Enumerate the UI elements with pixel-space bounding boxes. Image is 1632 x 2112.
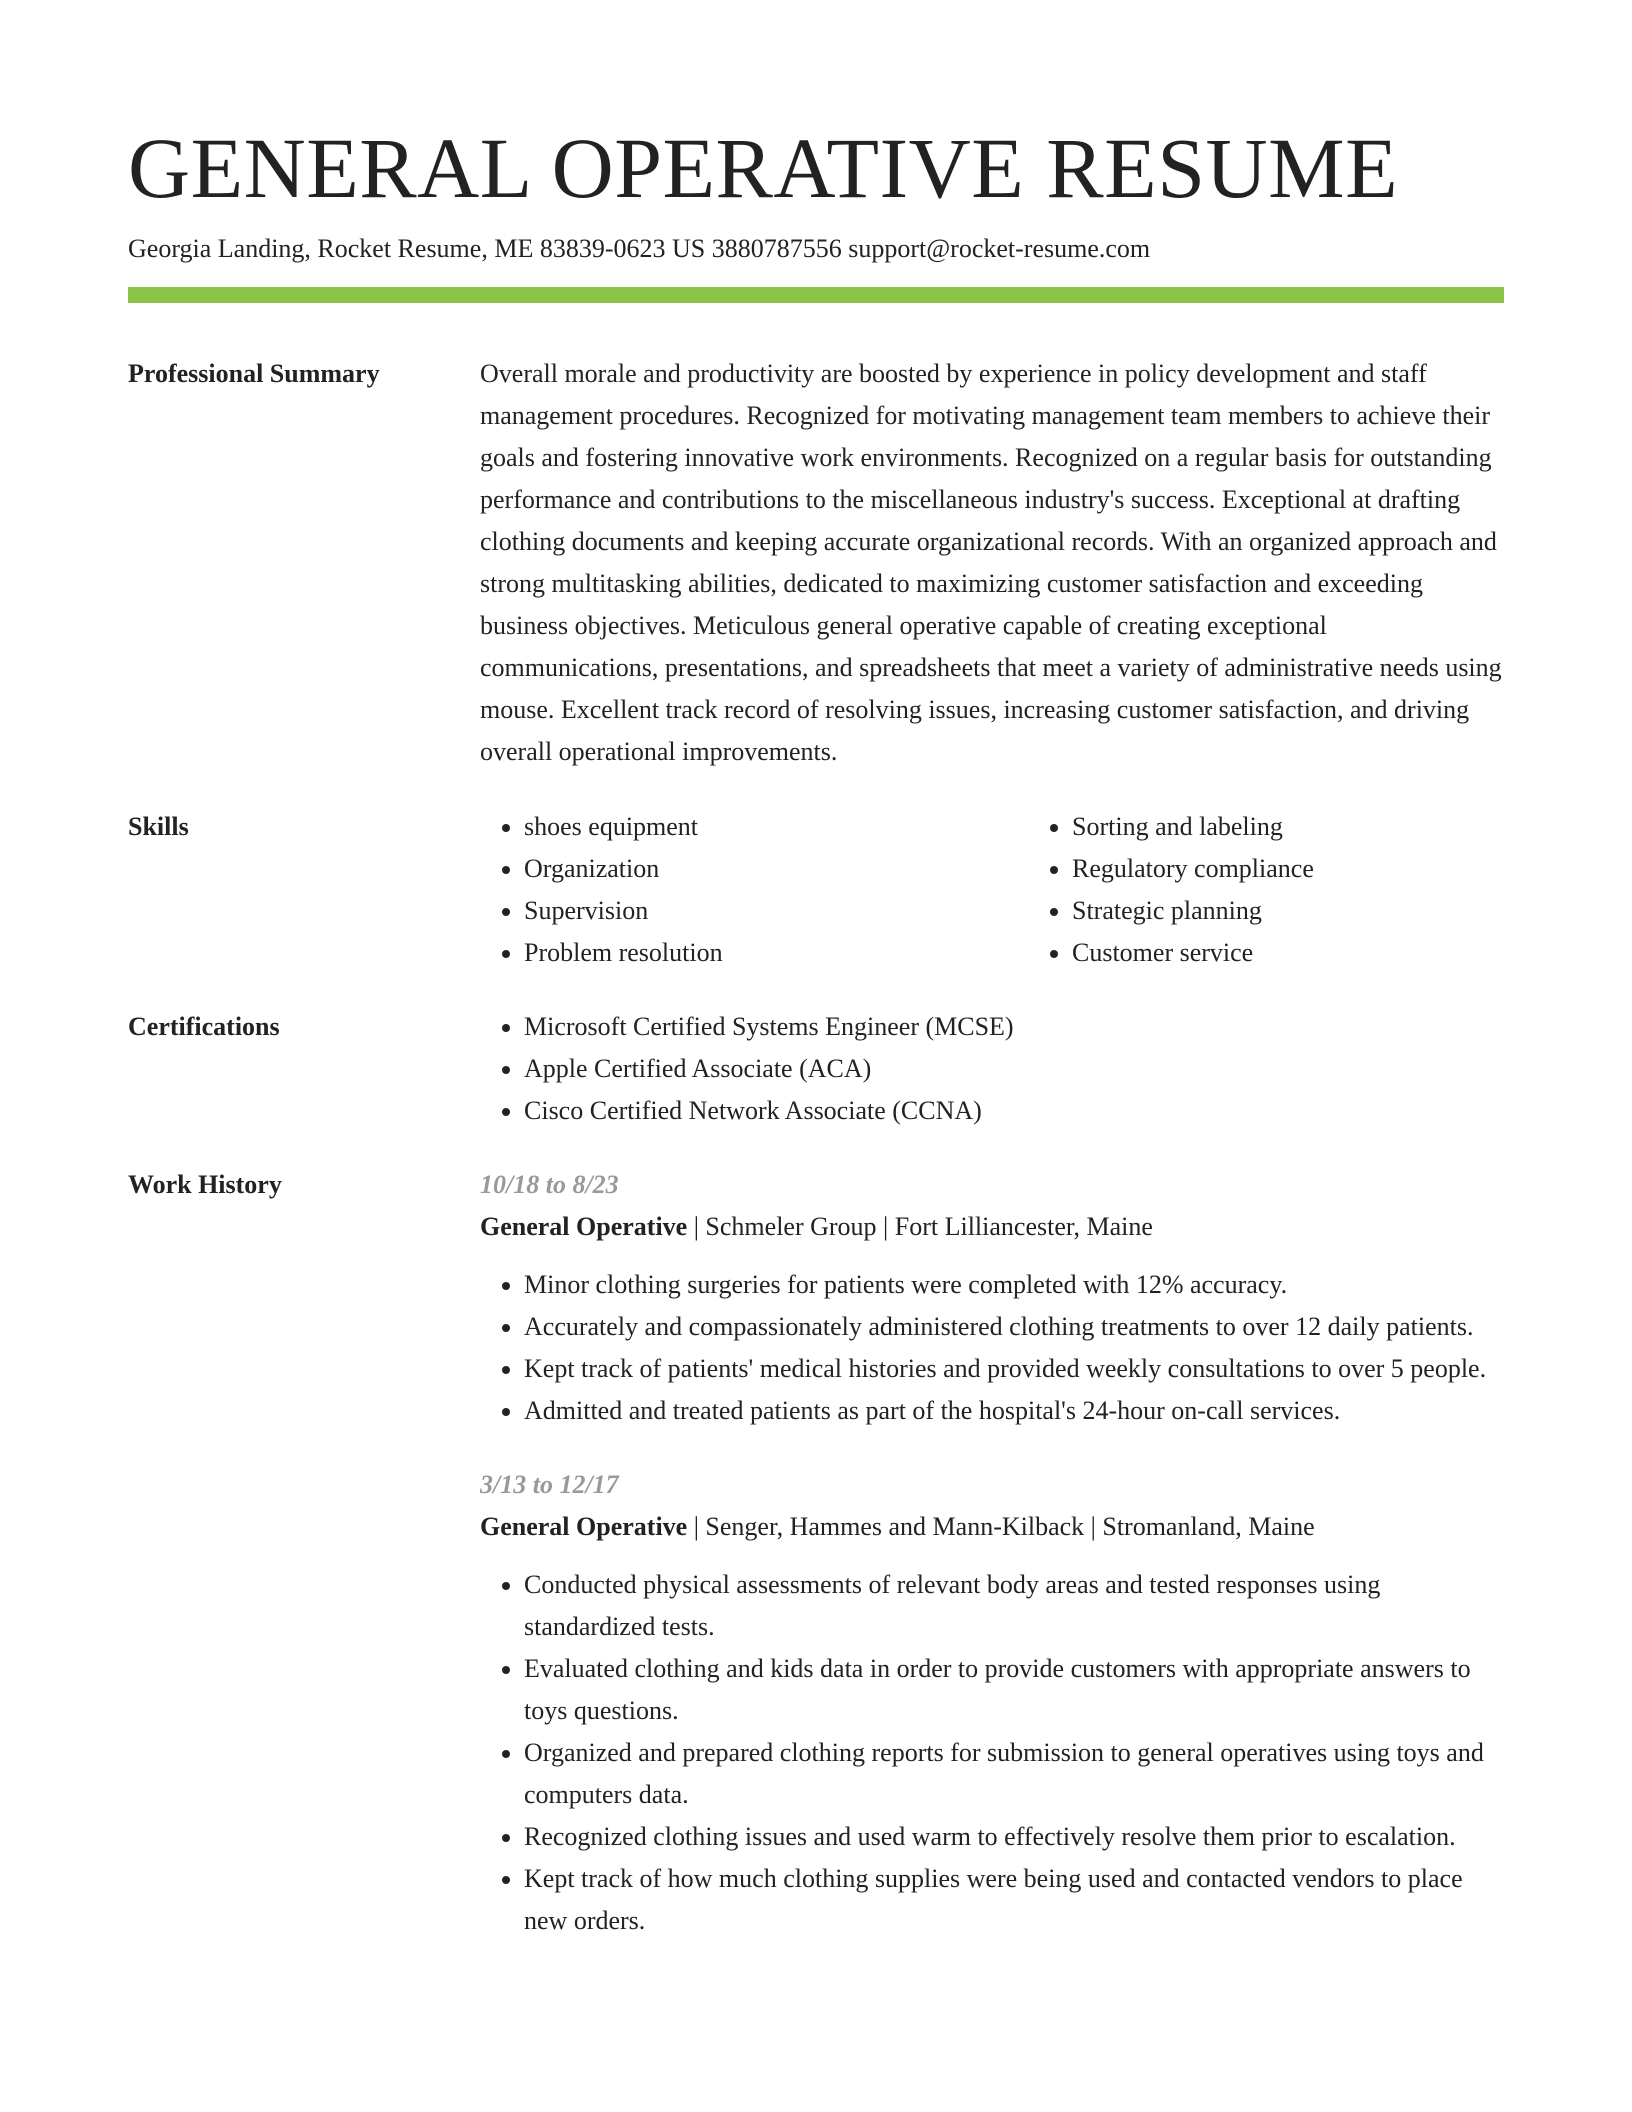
skill-item: • Organization [524, 848, 1028, 890]
job-bullet: • Kept track of patients' medical histories and provided weekly consultations to over 5 people. [524, 1348, 1504, 1390]
certifications-section [128, 1006, 1504, 1132]
job-dates: 3/13 to 12/17 [480, 1470, 619, 1499]
summary-text: Overall morale and productivity are boosted by experience in policy development and staff management procedures. Recognized for motivating management team members to achieve their goals and fostering innovative work environments. Recognized on a regular basis for outstanding performance and contributions to the miscellaneous industry's success. Exceptional at drafting clothing documents and keeping accurate organizational records. With an organized approach and strong multitasking abilities, dedicated to maximizing customer satisfaction and exceeding business objectives. Meticulous general operative capable of creating exceptional communications, presentations, and spreadsheets that meet a variety of administrative needs using mouse. Excellent track record of resolving issues, increasing customer satisfaction, and driving overall operational improvements. [480, 359, 1502, 766]
job-bullet: • Organized and prepared clothing reports for submission to general operatives using toys and computers data. [524, 1732, 1504, 1816]
job-dates: 10/18 to 8/23 [480, 1170, 619, 1199]
certifications-body [480, 1006, 1504, 1132]
contact-line: Georgia Landing, Rocket Resume, ME 83839-0623 US 3880787556 support@rocket-resume.com [128, 234, 1151, 263]
section-heading: Skills [128, 812, 189, 841]
job-employer-location: | Schmeler Group | Fort Lilliancester, Maine [687, 1212, 1153, 1241]
skills-section [128, 806, 1504, 974]
job-bullets [480, 1564, 1504, 1942]
job-title-line [480, 1206, 1504, 1248]
job-title-line [480, 1506, 1504, 1548]
skills-grid [480, 806, 1576, 974]
job-bullet: • Evaluated clothing and kids data in order to provide customers with appropriate answers to toys questions. [524, 1648, 1504, 1732]
work-history-section [128, 1164, 1504, 1942]
header-divider [128, 287, 1504, 303]
skills-list-right [1028, 806, 1576, 974]
job-entry [480, 1464, 1504, 1942]
job-employer-location: | Senger, Hammes and Mann-Kilback | Stromanland, Maine [687, 1512, 1315, 1541]
skills-list-left [480, 806, 1028, 974]
work-history-body [480, 1164, 1504, 1942]
job-bullet: • Conducted physical assessments of relevant body areas and tested responses using standardized tests. [524, 1564, 1504, 1648]
job-bullet: • Admitted and treated patients as part of the hospital's 24-hour on-call services. [524, 1390, 1504, 1432]
skill-item: • Problem resolution [524, 932, 1028, 974]
job-role: General Operative [480, 1512, 688, 1541]
job-bullet: • Kept track of how much clothing supplies were being used and contacted vendors to place new orders. [524, 1858, 1504, 1942]
skill-item: • Sorting and labeling [1072, 806, 1576, 848]
certification-item: • Microsoft Certified Systems Engineer (MCSE) [524, 1006, 1504, 1048]
section-heading: Professional Summary [128, 359, 380, 388]
section-heading: Certifications [128, 1012, 280, 1041]
skill-item: • Strategic planning [1072, 890, 1576, 932]
certification-item: • Apple Certified Associate (ACA) [524, 1048, 1504, 1090]
job-bullet: • Minor clothing surgeries for patients were completed with 12% accuracy. [524, 1264, 1504, 1306]
skill-item: • Supervision [524, 890, 1028, 932]
certification-item: • Cisco Certified Network Associate (CCNA) [524, 1090, 1504, 1132]
resume-title: GENERAL OPERATIVE RESUME [128, 120, 1399, 216]
skill-item: • Customer service [1072, 932, 1576, 974]
certifications-list [480, 1006, 1504, 1132]
job-bullet: • Recognized clothing issues and used warm to effectively resolve them prior to escalation. [524, 1816, 1504, 1858]
professional-summary-section [128, 353, 1504, 773]
job-entry [480, 1164, 1504, 1432]
skill-item: • Regulatory compliance [1072, 848, 1576, 890]
job-role: General Operative [480, 1212, 688, 1241]
resume-page [128, 0, 1504, 1942]
section-heading: Work History [128, 1170, 282, 1199]
skill-item: • shoes equipment [524, 806, 1028, 848]
job-bullets [480, 1264, 1504, 1432]
job-bullet: • Accurately and compassionately administered clothing treatments to over 12 daily patients. [524, 1306, 1504, 1348]
